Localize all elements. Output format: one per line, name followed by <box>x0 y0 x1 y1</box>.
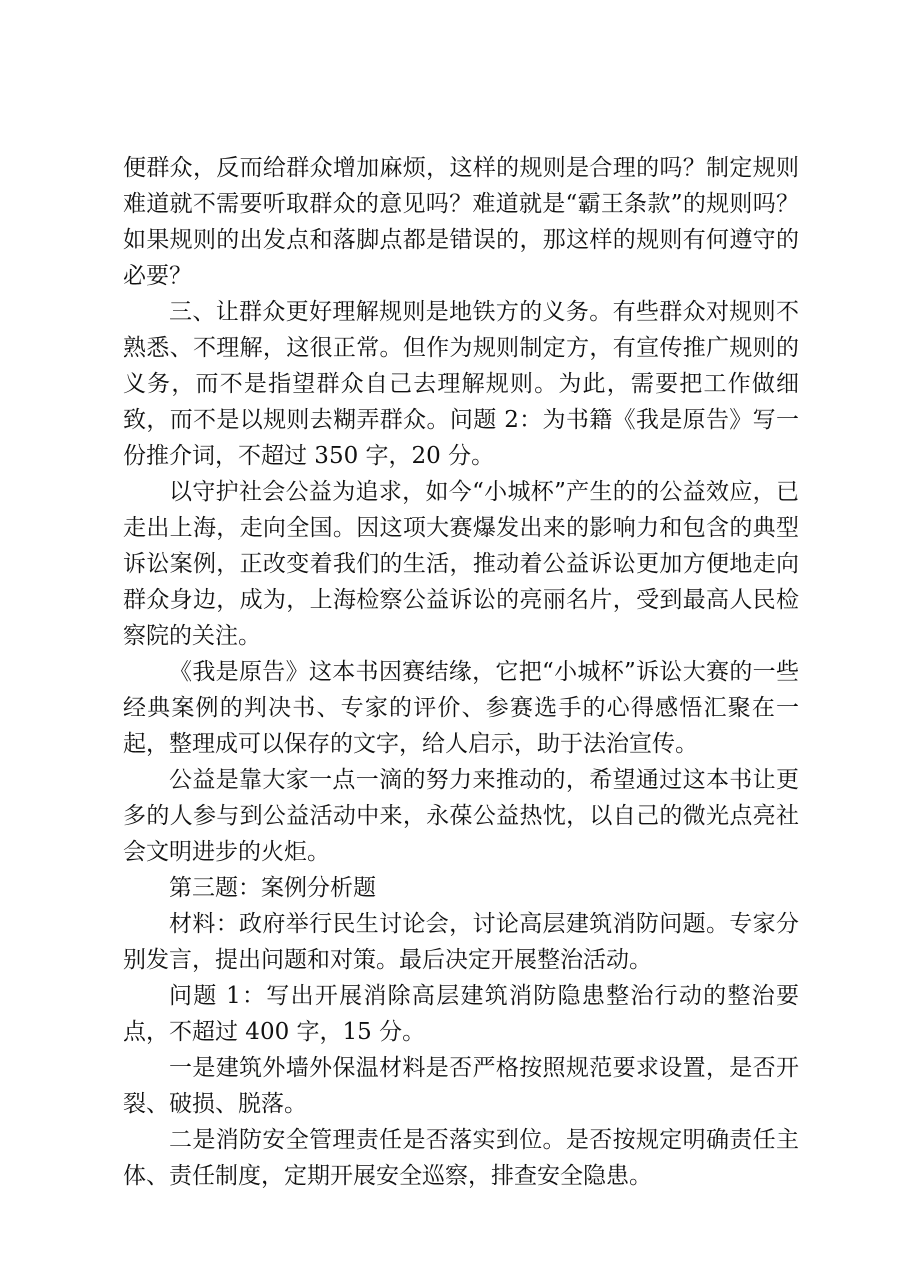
paragraph-second-point: 二是消防安全管理责任是否落实到位。是否按规定明确责任主体、责任制度，定期开展安全巡察，排查安全隐患。 <box>123 1127 799 1189</box>
paragraph-hope: 公益是靠大家一点一滴的努力来推动的，希望通过这本书让更多的人参与到公益活动中来，永葆公益热忱，以自己的微光点亮社会文明进步的火炬。 <box>123 767 799 865</box>
paragraph-point-three: 三、让群众更好理解规则是地铁方的义务。有些群众对规则不熟悉、不理解，这很正常。但作为规则制定方，有宣传推广规则的义务，而不是指望群众自己去理解规则。为此，需要把工作做细致，而不是以规则去糊弄群众。问题 2：为书籍《我是原告》写一份推介词，不超过 350 字，20 分。 <box>123 299 799 469</box>
paragraph-public-interest: 以守护社会公益为追求，如今“小城杯”产生的的公益效应，已走出上海，走向全国。因这项大赛爆发出来的影响力和包含的典型诉讼案例，正改变着我们的生活，推动着公益诉讼更加方便地走向群众身边，成为，上海检察公益诉讼的亮丽名片，受到最高人民检察院的关注。 <box>123 479 799 649</box>
paragraph-continued: 便群众，反而给群众增加麻烦，这样的规则是合理的吗？制定规则难道就不需要听取群众的意见吗？难道就是“霸王条款”的规则吗？如果规则的出发点和落脚点都是错误的，那这样的规则有何遵守的必要？ <box>123 155 799 289</box>
paragraph-material: 材料：政府举行民生讨论会，讨论高层建筑消防问题。专家分别发言，提出问题和对策。最后决定开展整治活动。 <box>123 911 799 973</box>
paragraph-book: 《我是原告》这本书因赛结缘，它把“小城杯”诉讼大赛的一些经典案例的判决书、专家的评价、参赛选手的心得感悟汇聚在一起，整理成可以保存的文字，给人启示，助于法治宣传。 <box>123 659 799 757</box>
document-body <box>123 150 799 1194</box>
paragraph-question-1: 问题 1：写出开展消除高层建筑消防隐患整治行动的整治要点，不超过 400 字，15 分。 <box>123 983 799 1045</box>
heading-question-three: 第三题：案例分析题 <box>169 875 376 901</box>
paragraph-first-point: 一是建筑外墙外保温材料是否严格按照规范要求设置，是否开裂、破损、脱落。 <box>123 1055 799 1117</box>
